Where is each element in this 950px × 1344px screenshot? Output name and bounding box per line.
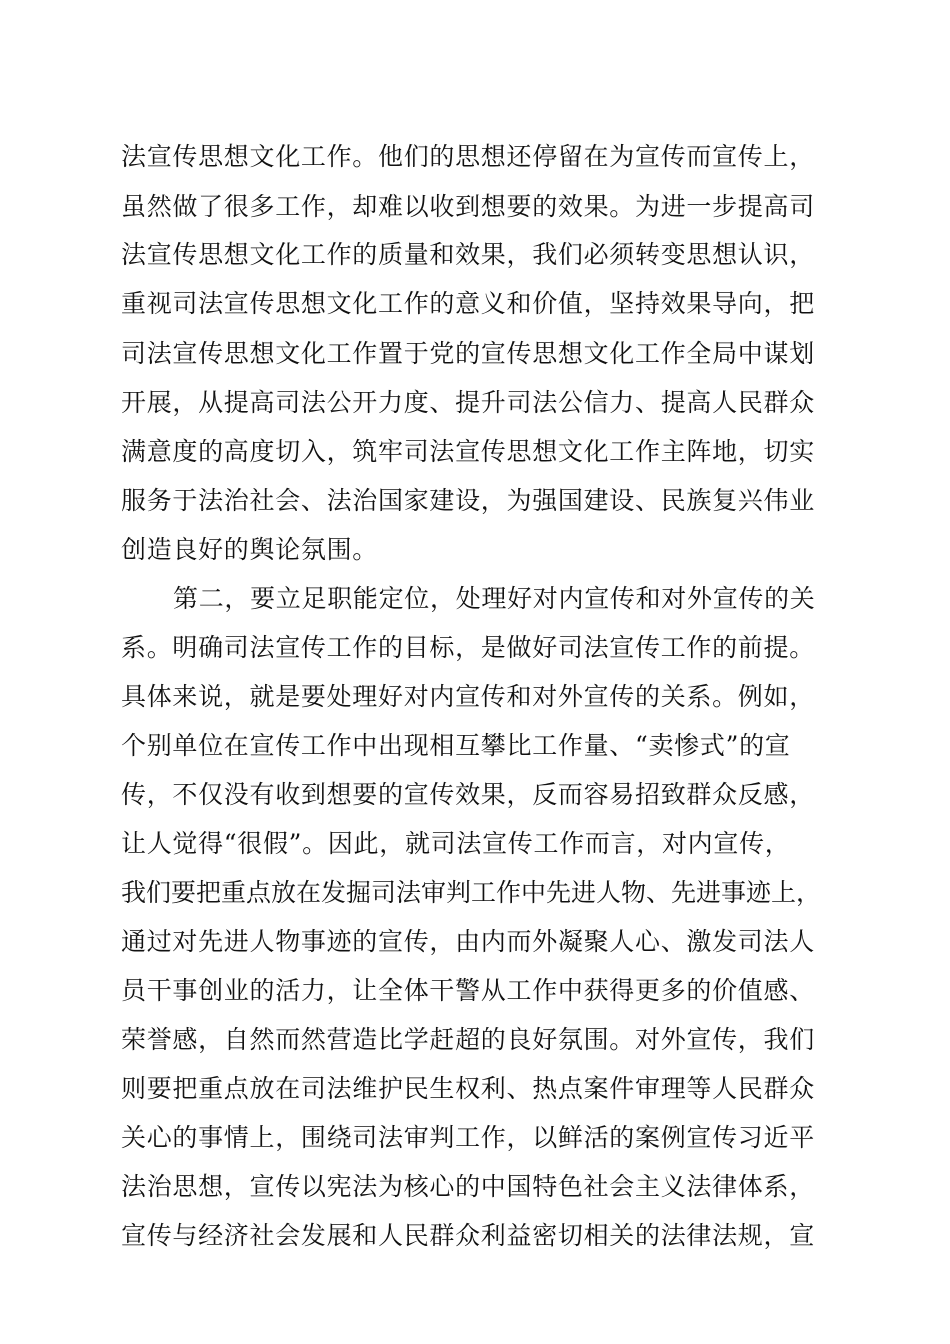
text-line: 让人觉得“很假”。因此，就司法宣传工作而言，对内宣传，: [121, 829, 791, 858]
text-line: 法宣传思想文化工作。他们的思想还停留在为宣传而宣传上，: [121, 142, 815, 171]
text-line: 满意度的高度切入，筑牢司法宣传思想文化工作主阵地，切实: [121, 437, 815, 466]
text-line: 荣誉感，自然而然营造比学赶超的良好氛围。对外宣传，我们: [121, 1025, 815, 1054]
text-line: 关心的事情上，围绕司法审判工作，以鲜活的案例宣传习近平: [121, 1123, 815, 1152]
text-line: 则要把重点放在司法维护民生权利、热点案件审理等人民群众: [121, 1074, 815, 1103]
text-line: 司法宣传思想文化工作置于党的宣传思想文化工作全局中谋划: [121, 339, 815, 368]
text-line: 我们要把重点放在发掘司法审判工作中先进人物、先进事迹上，: [121, 878, 822, 907]
text-line: 创造良好的舆论氛围。: [121, 535, 379, 564]
text-line: 宣传与经济社会发展和人民群众利益密切相关的法律法规，宣: [121, 1221, 815, 1250]
text-line: 法治思想，宣传以宪法为核心的中国特色社会主义法律体系，: [121, 1172, 815, 1201]
text-line: 第二，要立足职能定位，处理好对内宣传和对外宣传的关: [173, 584, 816, 613]
text-line: 系。明确司法宣传工作的目标，是做好司法宣传工作的前提。: [121, 633, 815, 662]
text-line: 虽然做了很多工作，却难以收到想要的效果。为进一步提高司: [121, 192, 815, 221]
text-line: 重视司法宣传思想文化工作的意义和价值，坚持效果导向，把: [121, 289, 815, 318]
text-line: 法宣传思想文化工作的质量和效果，我们必须转变思想认识，: [121, 240, 815, 269]
text-line: 个别单位在宣传工作中出现相互攀比工作量、“卖惨式”的宣: [121, 731, 791, 760]
text-line: 通过对先进人物事迹的宣传，由内而外凝聚人心、激发司法人: [121, 927, 815, 956]
text-line: 传，不仅没有收到想要的宣传效果，反而容易招致群众反感，: [121, 780, 815, 809]
text-line: 服务于法治社会、法治国家建设，为强国建设、民族复兴伟业: [121, 486, 815, 515]
text-line: 开展，从提高司法公开力度、提升司法公信力、提高人民群众: [121, 388, 815, 417]
text-line: 具体来说，就是要处理好对内宣传和对外宣传的关系。例如，: [121, 682, 815, 711]
text-line: 员干事创业的活力，让全体干警从工作中获得更多的价值感、: [121, 976, 815, 1005]
